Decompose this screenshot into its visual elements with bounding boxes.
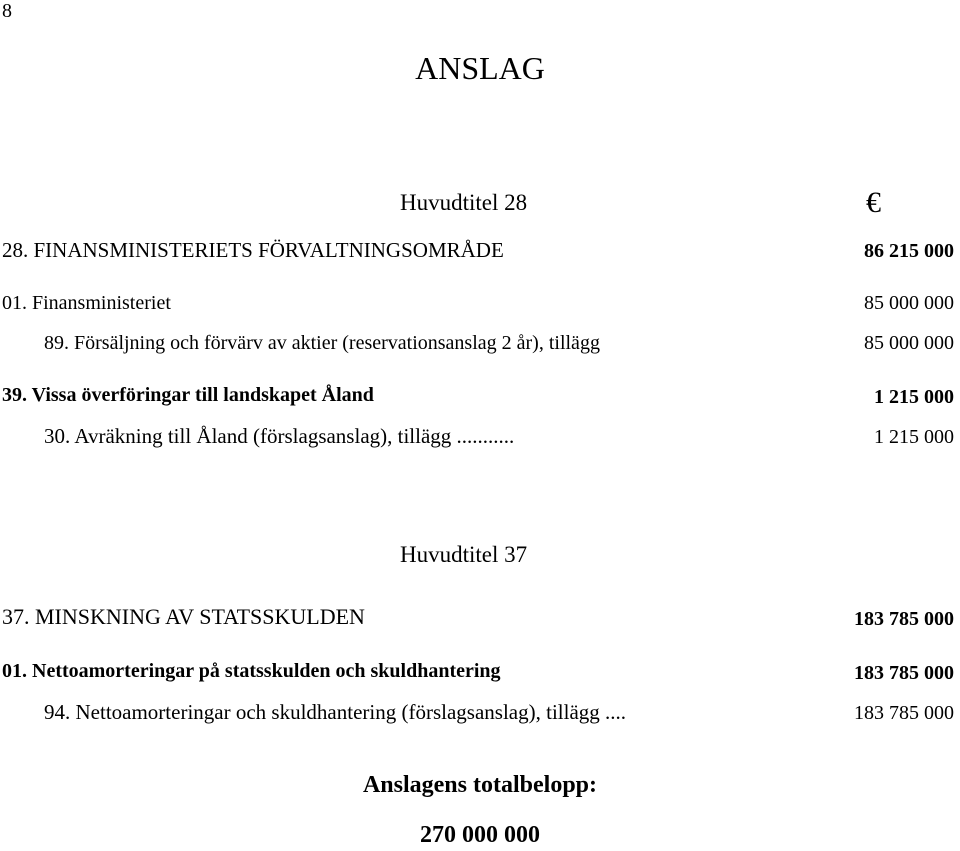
item-label-94: 94. Nettoamorteringar och skuldhantering (förslagsanslag), tillägg .... (44, 700, 627, 724)
item-amount-01-netto: 183 785 000 (854, 662, 954, 684)
item-amount-39: 1 215 000 (874, 386, 954, 408)
total-amount: 270 000 000 (420, 822, 540, 848)
item-amount-30: 1 215 000 (874, 426, 954, 448)
total-label: Anslagens totalbelopp: (362, 772, 598, 798)
main-item-label-28: 28. FINANSMINISTERIETS FÖRVALTNINGSOMRÅDE (2, 238, 504, 262)
main-item-amount-37: 183 785 000 (854, 608, 954, 630)
item-label-01-netto: 01. Nettoamorteringar på statsskulden och skuldhantering (2, 660, 501, 682)
item-amount-01-finans: 85 000 000 (864, 292, 954, 314)
euro-symbol: € (866, 186, 881, 219)
item-label-30: 30. Avräkning till Åland (förslagsanslag), tillägg ........... (44, 424, 515, 448)
item-label-39: 39. Vissa överföringar till landskapet Åland (2, 384, 374, 406)
item-amount-94: 183 785 000 (854, 702, 954, 724)
item-label-89: 89. Försäljning och förvärv av aktier (reservationsanslag 2 år), tillägg (44, 332, 600, 354)
page-number: 8 (2, 0, 12, 22)
page-title: ANSLAG (415, 50, 545, 86)
item-label-01-finans: 01. Finansministeriet (2, 292, 171, 314)
item-amount-89: 85 000 000 (864, 332, 954, 354)
section-heading-28: Huvudtitel 28 (400, 190, 528, 215)
main-item-amount-28: 86 215 000 (864, 240, 954, 262)
main-item-label-37: 37. MINSKNING AV STATSSKULDEN (2, 604, 365, 629)
section-heading-37: Huvudtitel 37 (400, 542, 528, 567)
